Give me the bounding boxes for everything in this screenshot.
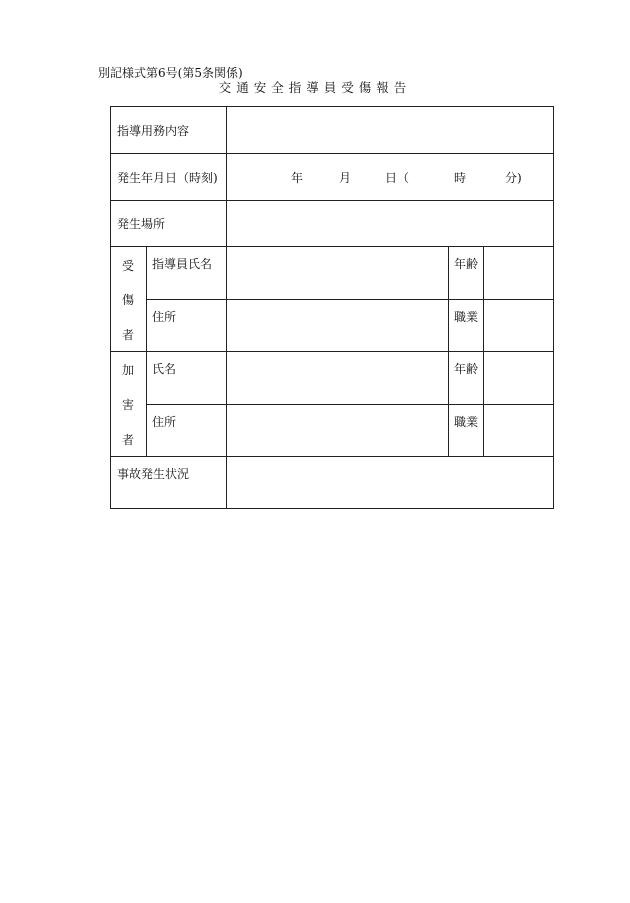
perpetrator-address-label: 住所 xyxy=(152,415,177,429)
perpetrator-occupation-field[interactable] xyxy=(484,405,554,456)
perpetrator-group-char: 加 xyxy=(121,363,134,377)
report-form xyxy=(110,106,554,509)
form-number: 別記様式第6号(第5条関係) xyxy=(98,66,243,80)
injured-occupation-field[interactable] xyxy=(484,300,554,351)
injured-name-field[interactable] xyxy=(227,247,448,299)
hour-unit: 時 xyxy=(454,171,467,185)
perpetrator-occupation-label: 職業 xyxy=(454,415,479,429)
accident-situation-field[interactable] xyxy=(227,457,554,509)
age-label-left-divider xyxy=(448,246,449,456)
minute-unit: 分) xyxy=(505,171,522,185)
injured-group-char: 受 xyxy=(121,259,134,273)
accident-situation-label: 事故発生状況 xyxy=(117,467,190,481)
injured-name-label: 指導員氏名 xyxy=(152,257,213,271)
perpetrator-group-char: 者 xyxy=(121,433,134,447)
document-title: 交通安全指導員受傷報告 xyxy=(218,80,412,95)
month-unit: 月 xyxy=(339,171,352,185)
injured-occupation-label: 職業 xyxy=(454,310,479,324)
perpetrator-name-field[interactable] xyxy=(227,352,448,404)
group-column-divider xyxy=(146,246,147,456)
injured-age-label: 年齢 xyxy=(454,257,479,271)
perpetrator-age-label: 年齢 xyxy=(454,362,479,376)
injured-group-char: 傷 xyxy=(121,293,134,307)
injured-age-field[interactable] xyxy=(484,247,554,299)
guidance-duty-field[interactable] xyxy=(227,107,554,153)
injured-group-char: 者 xyxy=(121,328,134,342)
guidance-duty-label: 指導用務内容 xyxy=(117,124,190,138)
perpetrator-group-char: 害 xyxy=(121,398,134,412)
perpetrator-age-field[interactable] xyxy=(484,352,554,404)
perpetrator-name-label: 氏名 xyxy=(152,362,177,376)
day-unit: 日（ xyxy=(385,171,410,185)
injured-address-label: 住所 xyxy=(152,310,177,324)
year-unit: 年 xyxy=(291,171,304,185)
location-field[interactable] xyxy=(227,201,554,246)
occurrence-datetime-label: 発生年月日（時刻) xyxy=(117,171,218,185)
perpetrator-address-field[interactable] xyxy=(227,405,448,456)
location-label: 発生場所 xyxy=(117,217,166,231)
injured-address-field[interactable] xyxy=(227,300,448,351)
